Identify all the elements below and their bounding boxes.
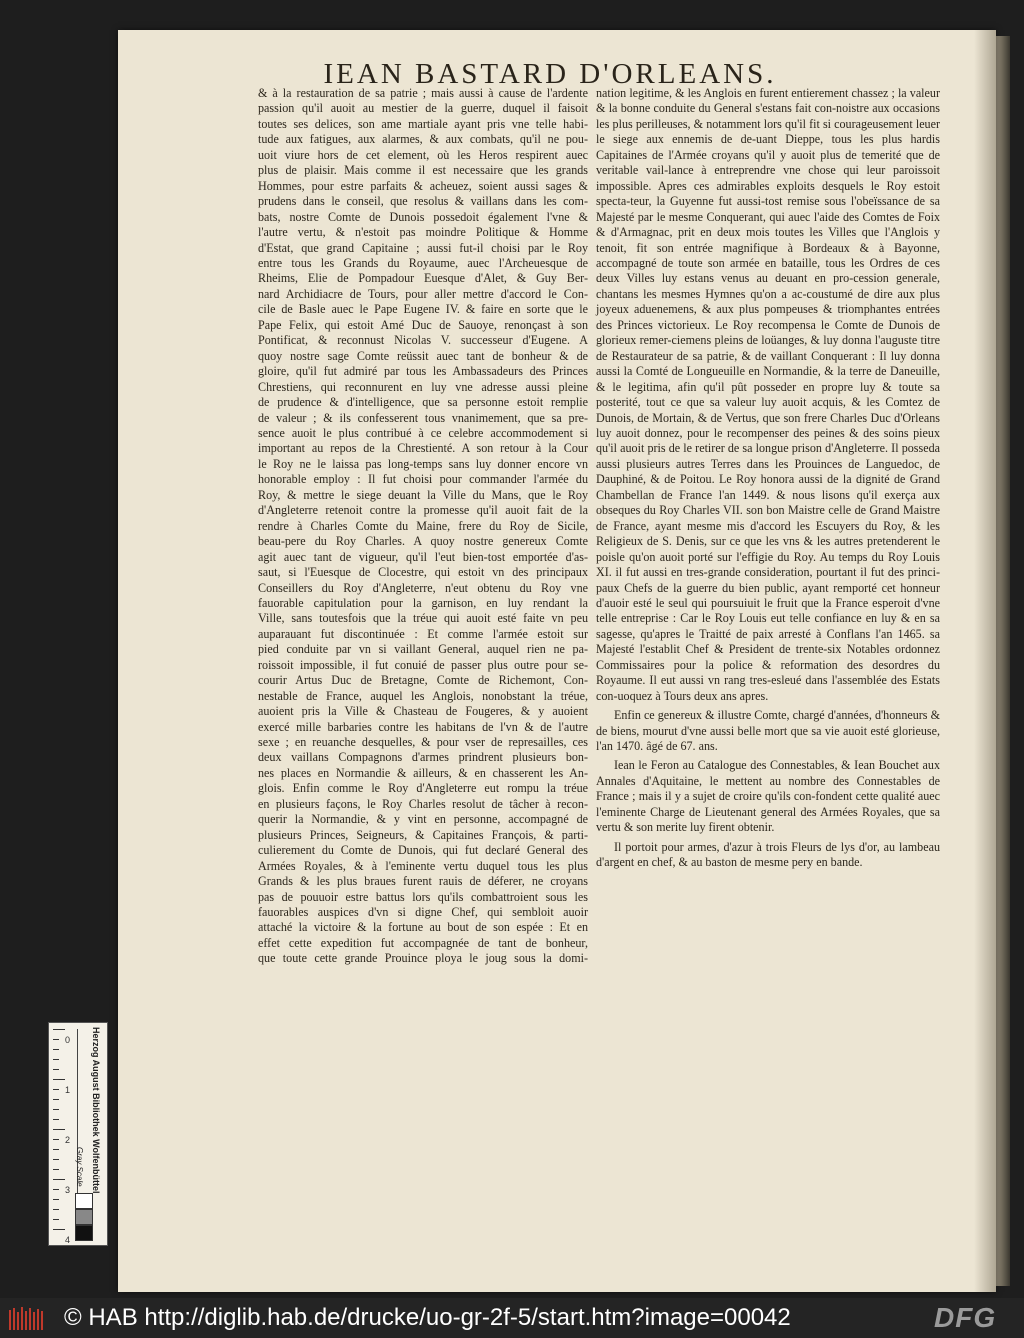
text-line: sexe ; en reuanche desquelles, & pour vser de represailles, ces — [258, 735, 588, 750]
text-line: Conseillers du Roy d'Angleterre, n'eut obtenu du Roy vne — [258, 580, 588, 595]
text-line: fauorable capitulation pour la garnison, en luy rendant la — [258, 595, 588, 610]
text-line: Ville, sans toutesfois que la tréue qui auoit esté faite vn peu — [258, 611, 588, 626]
ruler-tick — [53, 1089, 59, 1090]
viewer-footer — [0, 1298, 1024, 1338]
ruler-tick — [53, 1059, 59, 1060]
text-line: tude aux fatigues, aux alarmes, & aux combats, qu'il ne pou- — [258, 132, 588, 147]
dfg-logo: DFG — [934, 1302, 997, 1333]
text-line: saut, si l'Euesque de Clocestre, qui estoit vn des principaux — [258, 565, 588, 580]
text-line: sence auoit le plus contribué à ce celebre accommodement si — [258, 425, 588, 440]
text-line: pied conduite par vn si vaillant General, auquel rien ne pa- — [258, 642, 588, 657]
text-line: roissoit impossible, il fut conuié de passer plus outre pour se- — [258, 657, 588, 672]
text-line: plus de plaisir. Mais comme il est necessaire que les grands — [258, 163, 588, 178]
ruler-tick — [53, 1229, 65, 1230]
ruler-number: 3 — [65, 1185, 71, 1195]
book-edge — [996, 36, 1010, 1286]
text-line: & à la restauration de sa patrie ; mais aussi à cause de l'ardente — [258, 86, 588, 100]
ruler-tick — [53, 1109, 59, 1110]
text-line: plusieurs Princes, Seigneurs, & Capitaines François, & parti- — [258, 827, 588, 842]
text-line: le Roy ne le laissa pas long-temps sans luy donner encore vn — [258, 456, 588, 471]
text-line: agit auec tant de vigueur, qu'il l'eut bien-tost emportée d'as- — [258, 549, 588, 564]
text-line: Hommes, pour estre parfaits & acheuez, soient aussi sages & — [258, 178, 588, 193]
text-line: culierement du Comte de Dunois, qui fut declaré General des — [258, 843, 588, 858]
swatch-white — [75, 1193, 93, 1209]
ruler-number: 0 — [65, 1035, 71, 1045]
paragraph: Il portoit pour armes, d'azur à trois Fleurs de lys d'or, au lambeau d'argent en chef, & au baston de mesme pery en bande. — [596, 839, 940, 870]
left-column — [258, 86, 588, 967]
text-line: toutes ses delices, son ame martiale ayant pris vne telle habi- — [258, 116, 588, 131]
swatch-gray — [75, 1209, 93, 1225]
text-line: beau-pere du Roy Charles. A quoy nostre genereux Comte — [258, 534, 588, 549]
ruler-tick — [53, 1159, 59, 1160]
text-line: glois. Enfin comme le Roy d'Angleterre eut rompu la tréue — [258, 781, 588, 796]
text-line: pas de pouuoir estre battus lors qu'ils combattroient sous les — [258, 889, 588, 904]
text-line: cile de Basle auec le Pape Eugene IV. & faire en sorte que le — [258, 302, 588, 317]
text-line: fauorables auspices d'vn si digne Chef, qui sembloit auoir — [258, 905, 588, 920]
color-calibration-card — [48, 1022, 108, 1246]
text-line: rendre à Charles Comte du Maine, frere du Roy de Sicile, — [258, 518, 588, 533]
paragraph: Enfin ce genereux & illustre Comte, chargé d'années, d'honneurs & de biens, mourut d'vne aussi belle mort que sa vie auoit esté glorieuse, l'an 1470. âgé de 67. ans. — [596, 708, 940, 754]
text-line: nes places en Normandie & ailleurs, & en chasserent les An- — [258, 765, 588, 780]
text-line: en plusieurs façons, le Roy Charles resolut de tâcher à recon- — [258, 796, 588, 811]
text-line: Grands & les plus braues furent rauis de déferer, ne croyans — [258, 874, 588, 889]
ruler-tick — [53, 1209, 59, 1210]
text-line: attaché la victoire & la fortune au bout de son espée : Et en — [258, 920, 588, 935]
text-line: d'Angleterre retenoit contre la promesse qu'il auoit fait de la — [258, 503, 588, 518]
source-url-text: © HAB http://diglib.hab.de/drucke/uo-gr-2f-5/start.htm?image=00042 — [64, 1304, 791, 1331]
text-line: courir Artus Duc de Bretagne, Comte de Richemont, Con- — [258, 673, 588, 688]
ruler-tick — [53, 1129, 65, 1130]
ruler-tick — [53, 1189, 59, 1190]
text-line: bats, nostre Comte de Dunois possedoit également l'vne & — [258, 209, 588, 224]
ruler-tick — [53, 1169, 59, 1170]
text-line: que toute cette grande Prouince ploya le joug sous la domi- — [258, 951, 588, 966]
ruler-tick — [53, 1049, 59, 1050]
text-line: entre tous les Grands du Royaume, auec l'Archeuesque de — [258, 255, 588, 270]
ruler-tick — [53, 1179, 65, 1180]
text-line: gloire, qu'il fut admiré par tous les Ambassadeurs des Princes — [258, 364, 588, 379]
ruler-tick — [53, 1079, 65, 1080]
ruler-tick — [53, 1099, 59, 1100]
text-line: quoy nostre sage Comte reüssit auec tant de bonheur & de — [258, 348, 588, 363]
right-column — [596, 86, 940, 871]
ruler-number: 2 — [65, 1135, 71, 1145]
text-line: passion qu'il auoit au mestier de la guerre, duquel il faisoit — [258, 101, 588, 116]
paragraph: nation legitime, & les Anglois en furent entierement chassez ; la valeur & la bonne conduite du General s'estans fait con-noistre aux occasions les plus perilleuses, & notamment lors qu'il fit si courageusement leuer le siege aux ennemis de de-uant Dieppe, tous les plus hardis Capitaines de l'Armée croyans qu'il y auoit plus de temerité que de veritable vail-lance à entreprendre vne chose qui leur paroissoit impossible. Apres ces admirables exploits desquels le Roy estoit specta-teur, la Guyenne fut aussi-tost remise sous l'obeïssance de sa Majesté par le mesme Conquerant, qui auec l'aide des Comtes de Foix & d'Armagnac, prit en deux mois toutes les Villes que l'Anglois y tenoit, fit son entrée magnifique à Bordeaux & à Bayonne, accompagné de toute son armée en bataille, tous les Ordres de ces deux Villes luy estans venus au deuant en pro-cession generale, chantans les mesmes Hymnes qu'on a ac-coustumé de dire aux plus joyeux aduenemens, & aux plus pompeuses & triomphantes entrées des Princes victorieux. Le Roy recompensa le Comte de Dunois de glorieux remer-ciemens pleins de loüanges, & luy donna l'auguste titre de Restaurateur de sa patrie, & de vaillant Conquerant : Il luy donna aussi la Comté de Longueuille en Normandie, & la terre de Daneuille, & le legitima, afin qu'il pût posseder en propre luy & toute sa posterité, tout ce que sa valeur luy auoit acquis, & les Comtez de Dunois, de Mortain, & de Vertus, que son frere Charles Duc d'Orleans luy auoit donnez, pour le recompenser des peines & des soins pieux qu'il auoit pris de le retirer de sa longue prison d'Angleterre. Il possedа aussi plusieurs autres Terres dans les Prouinces de Languedoc, de Dauphiné, & de Poitou. Le Roy honora aussi de la dignité de Grand Chambellan de France l'an 1449. & nous lisons qu'il exerça aux obseques du Roy Charles VII. son bon Maistre celle de Grand Maistre de France, ayant mesme mis d'accord les Escuyers du Roy, & les Religieux de S. Denis, sur ce que les vns & les autres pretenderent le poisle qu'on auoit porté sur l'effigie du Roy. Au temps du Roy Louis XI. il fut aussi en tres-grande consideration, pourtant il fut des princi-paux Chefs de la guerre du bien public, ayant remporté cet honneur d'auoir esté le seul qui poursuiuit le fruit que la France esperoit d'vne telle entreprise : Car le Roy Louis eut telle confiance en luy & en sa sagesse, qu'apres le Traitté de paix arresté à Conflans l'an 1465. sa Majesté l'establit Chef & President de trente-six Notables ordonnez Commissaires pour la police & reformation des desordres du Royaume. Il eut aussi vn rang tres-esleué dans l'assemblée des Estats con-uoquez à Tours deux ans apres. — [596, 86, 940, 703]
ruler-number: 4 — [65, 1235, 71, 1245]
text-line: uoit viure hors de cet element, où les Heros respirent auec — [258, 147, 588, 162]
running-head: IEAN BASTARD D'ORLEANS. — [323, 58, 777, 90]
text-line: querir la Normandie, & y vint en personne, accompagné de — [258, 812, 588, 827]
library-label: Herzog August Bibliothek Wolfenbüttel — [91, 1027, 101, 1194]
text-line: Pape Felix, qui estoit Amé Duc de Sauoye, renonçast à son — [258, 317, 588, 332]
ruler-tick — [53, 1199, 59, 1200]
ruler-tick — [53, 1029, 65, 1030]
ruler-tick — [53, 1069, 59, 1070]
ruler-tick — [53, 1139, 59, 1140]
text-line: l'autre vertu, & n'estoit pas moindre Politique & Homme — [258, 225, 588, 240]
ruler-tick — [53, 1119, 59, 1120]
text-line: effet cette expedition fut accompagnée de tant de bonheur, — [258, 935, 588, 950]
text-line: de valeur ; & ils confesserent tous vnanimement, que sa pre- — [258, 410, 588, 425]
gray-scale-label: Gray Scale — [75, 1147, 84, 1187]
ruler-tick — [53, 1039, 59, 1040]
text-line: deux vaillans Compagnons d'armes prindrent plusieurs bon- — [258, 750, 588, 765]
hab-logo-icon — [8, 1306, 44, 1332]
text-line: Roy, & mettre le siege deuant la Ville du Mans, que le Roy — [258, 487, 588, 502]
text-line: Pontificat, & reconnust Nicolas V. successeur d'Eugene. A — [258, 333, 588, 348]
ruler-tick — [53, 1149, 59, 1150]
text-line: Rheims, Elie de Pompadour Euesque d'Alet, & Guy Ber- — [258, 271, 588, 286]
ruler-number: 1 — [65, 1085, 71, 1095]
text-line: nestable de France, auquel les Anglois, nonobstant la tréue, — [258, 688, 588, 703]
text-line: d'Estat, que grand Capitaine ; aussi fut-il choisi par le Roy — [258, 240, 588, 255]
text-line: de prudence & d'intelligence, que sa personne estoit remplie — [258, 395, 588, 410]
text-line: nard Archidiacre de Tours, pour aller mettre d'accord le Con- — [258, 286, 588, 301]
swatch-black — [75, 1225, 93, 1241]
text-line: auoient pris la Ville & Chasteau de Fougeres, & y auoient — [258, 704, 588, 719]
paragraph: Iean le Feron au Catalogue des Connestables, & Iean Bouchet aux Annales d'Aquitaine, le mettent au nombre des Connestables de France ; mais il y a sujet de croire qu'ils con-fondent cette qualité auec l'eminente Charge de Lieutenant general des Armées Royales, que sa vertu & son merite luy firent obtenir. — [596, 758, 940, 835]
text-line: exercé mille barbaries contre les habitans de l'vn & de l'autre — [258, 719, 588, 734]
text-line: important au repos de la Chrestienté. A son retour à la Cour — [258, 441, 588, 456]
text-line: Chrestiens, qui reconnurent en luy vne adresse aussi pleine — [258, 379, 588, 394]
text-line: honorable employ : Il fut choisi pour commander l'armée du — [258, 472, 588, 487]
text-line: auparauant fut discontinuée : Et comme l'armée estoit sur — [258, 626, 588, 641]
text-line: prudens dans le conseil, que resolus & vaillans dans les com- — [258, 194, 588, 209]
ruler-tick — [53, 1219, 59, 1220]
text-line: Armées Royales, & à l'eminente vertu duquel tous les plus — [258, 858, 588, 873]
